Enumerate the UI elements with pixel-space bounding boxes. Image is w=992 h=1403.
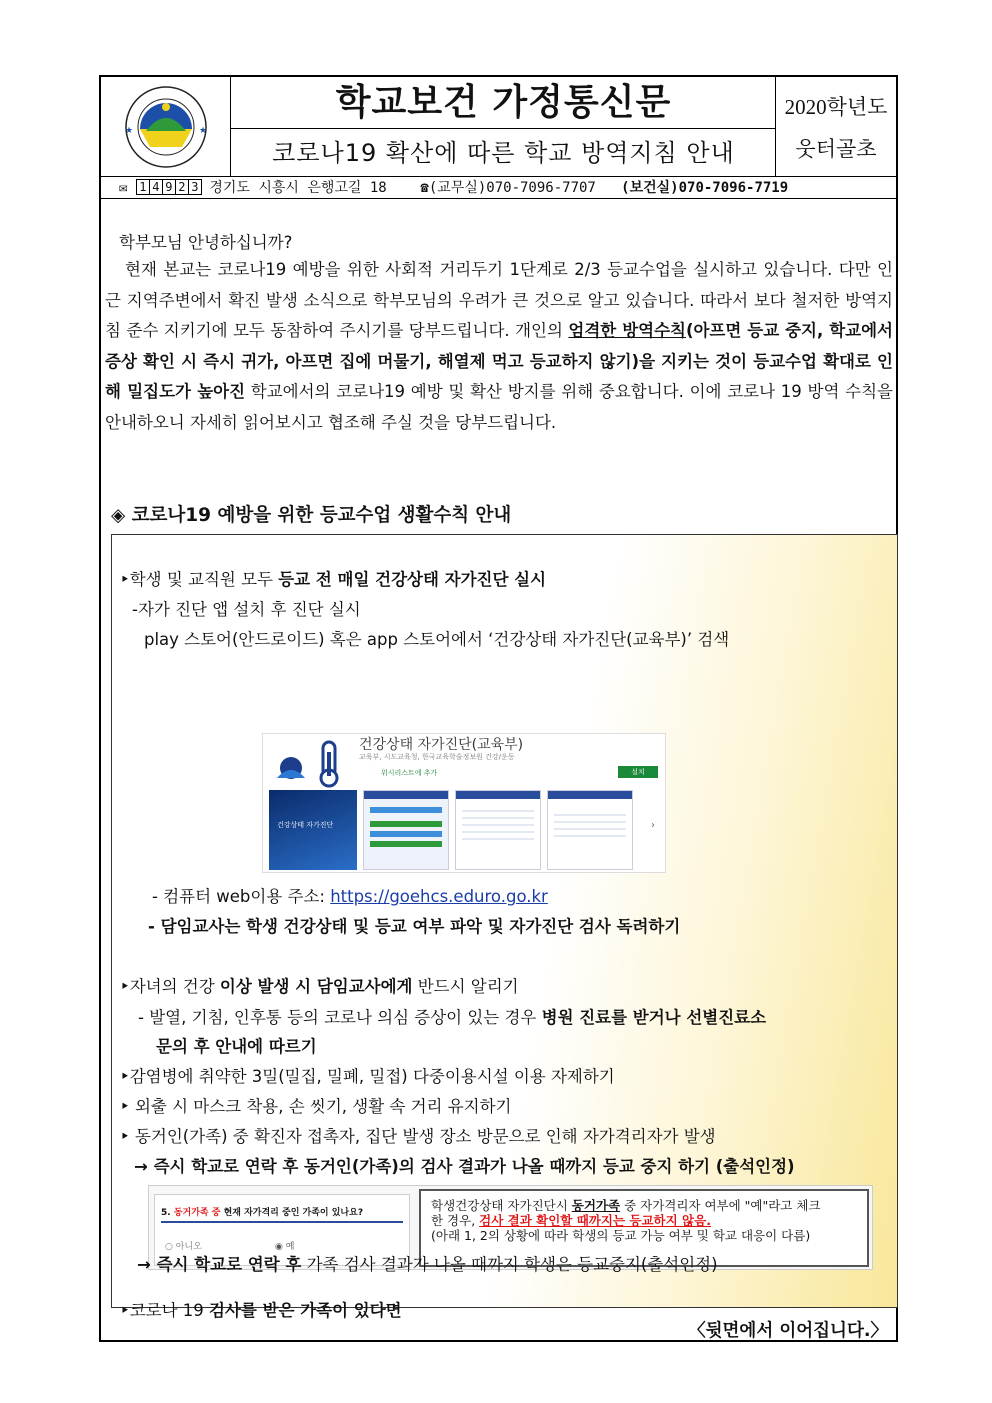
intro-emphasis: 엄격한 방역수칙 (568, 321, 686, 340)
rule-bold: 검사를 받은 가족이 있다면 (209, 1301, 402, 1320)
school-year: 2020학년도 (784, 95, 888, 119)
office-phone: ☎(교무실)070-7096-7707 (420, 180, 596, 196)
radio-empty-icon: ○ (165, 1242, 173, 1252)
question-text: 현재 자가격리 중인 가족이 있나요? (220, 1208, 364, 1218)
note-text: 학생건강상태 자가진단시 (431, 1198, 572, 1213)
question-5 (161, 1203, 403, 1223)
app-store-screenshot (262, 733, 666, 873)
rule-1 (120, 566, 546, 590)
wishlist-button[interactable]: 위시리스트에 추가 (381, 769, 438, 777)
mail-icon: ✉ (119, 180, 128, 196)
intro-paragraph (105, 255, 893, 438)
rule-bold: 이상 발생 시 담임교사에게 (219, 977, 413, 996)
radio-yes-label: 예 (285, 1242, 295, 1252)
school-logo-cell (101, 77, 231, 177)
chevron-right-icon[interactable]: › (651, 820, 655, 831)
school-name: 웃터골초 (795, 137, 877, 161)
app-splash-title: 건강상태 자가진단 (277, 821, 334, 829)
zip-digit: 2 (175, 179, 189, 195)
intro-bold: (아프면 등교 중지, 학교에서 증상 확인 시 즉시 귀가, 아프면 집에 머물기, 해열제 먹고 등교하지 않기)을 지키는 것이 등교수업 확대로 인해 밀집도가 높아진 (105, 321, 893, 401)
greeting: 학부모님 안녕하십니까? (119, 233, 293, 252)
zip-digit: 3 (188, 179, 202, 195)
address-bar (101, 177, 896, 199)
zip-digit: 4 (149, 179, 163, 195)
app-screen-2 (363, 790, 449, 870)
rule-5: ‣ 동거인(가족) 중 확진자 접촉자, 집단 발생 장소 방문으로 인해 자가격리자가 발생 (120, 1127, 716, 1146)
rule-2-sub (138, 1004, 766, 1028)
rule-bold: → 즉시 학교로 연락 후 (137, 1255, 302, 1274)
question-number: 5. (161, 1208, 174, 1218)
note-warning: 검사 결과 확인할 때까지는 등교하지 않음. (479, 1213, 711, 1228)
zip-digit: 1 (136, 179, 150, 195)
install-button[interactable]: 설치 (618, 766, 658, 778)
page-title: 학교보건 가정통신문 (231, 77, 776, 129)
zip-digit: 9 (162, 179, 176, 195)
app-icon (271, 738, 361, 788)
rule-1-sub2: play 스토어(안드로이드) 혹은 app 스토어에서 ‘건강상태 자가진단(교육부)’ 검색 (144, 630, 730, 649)
rule-4: ‣ 외출 시 마스크 착용, 손 씻기, 생활 속 거리 유지하기 (120, 1097, 512, 1116)
rule-2-sub-cont: 문의 후 안내에 따르기 (156, 1037, 317, 1056)
rule-6-action (137, 1251, 718, 1275)
radio-selected-icon: ◉ (275, 1242, 283, 1252)
rule-6 (120, 1297, 402, 1321)
school-logo (116, 85, 216, 169)
note-line-1 (431, 1198, 857, 1213)
continued-note: 〈뒷면에서 이어집니다.〉 (688, 1321, 888, 1341)
teacher-instruction: - 담임교사는 학생 건강상태 및 등교 여부 파악 및 자가진단 검사 독려하기 (148, 917, 681, 936)
rule-text: ‣코로나 19 (120, 1301, 210, 1320)
year-cell (776, 77, 896, 177)
rule-5-action: → 즉시 학교로 연락 후 동거인(가족)의 검사 결과가 나올 때까지 등교 중지 하기 (출석인정) (134, 1157, 795, 1176)
intro-end: 학교에서의 코로나19 예방 및 확산 방지를 위해 중요합니다. 이에 코로나 19 방역 수칙을 안내하오니 자세히 읽어보시고 협조해 주실 것을 당부드립니다. (105, 382, 893, 432)
newsletter-frame (99, 75, 898, 1342)
note-text: 중 자가격리자 여부에 "예"라고 체크 (620, 1198, 821, 1213)
note-line-3: (아래 1, 2의 상황에 따라 학생의 등교 가능 여부 및 학교 대응이 다름) (431, 1228, 811, 1243)
rule-text: ‣학생 및 교직원 모두 (120, 570, 279, 589)
web-address-line (152, 883, 548, 907)
note-text: 한 경우, (431, 1213, 480, 1228)
rule-bold: 등교 전 매일 건강상태 자가진단 실시 (278, 570, 547, 589)
radio-no-label: 아니오 (175, 1242, 202, 1252)
title-cell (231, 77, 776, 177)
svg-text:★: ★ (125, 126, 134, 136)
rule-text: 반드시 알리기 (412, 977, 519, 996)
rule-2 (120, 973, 519, 997)
rules-box (111, 534, 898, 1320)
note-emphasis: 동거가족 (571, 1198, 621, 1213)
rule-text: ‣자녀의 건강 (120, 977, 220, 996)
rule-text: 가족 검사 결과가 나올 때까지 학생은 등교중지(출석인정) (301, 1255, 718, 1274)
question-highlight: 동거가족 중 (173, 1208, 221, 1218)
rule-1-sub1: -자가 진단 앱 설치 후 진단 실시 (132, 600, 361, 619)
app-publisher: 교육부, 시도교육청, 한국교육학술정보원 건강/운동 (359, 753, 515, 761)
app-screen-3 (455, 790, 541, 870)
rule-bold: 병원 진료를 받거나 선별진료소 (541, 1008, 767, 1027)
header (101, 77, 896, 177)
section-title: ◈ 코로나19 예방을 위한 등교수업 생활수칙 안내 (111, 505, 512, 526)
note-line-2 (431, 1213, 857, 1228)
app-title: 건강상태 자가진단(교육부) (359, 737, 524, 753)
intro-text: 현재 본교는 코로나19 예방을 위한 사회적 거리두기 1단계로 2/3 등교수업을 실시하고 있습니다. 다만 인근 지역주변에서 확진 발생 소식으로 학부모님의 우려가 큰 것으로 알고 있습니다. 따라서 보다 철저한 방역지침 준수 지키기에 모두 동참하여 주시기를 당부드립니다. 개인의 (105, 260, 893, 340)
street-address: 경기도 시흥시 은행고길 18 (209, 180, 387, 196)
web-link[interactable]: https://goehcs.eduro.go.kr (330, 887, 548, 906)
app-screen-4 (547, 790, 633, 870)
app-splash-screen (269, 790, 357, 870)
rule-text: - 발열, 기침, 인후통 등의 코로나 의심 증상이 있는 경우 (138, 1008, 542, 1027)
page-subtitle: 코로나19 확산에 따른 학교 방역지침 안내 (272, 139, 735, 167)
rule-3: ‣감염병에 취약한 3밀(밀집, 밀폐, 밀접) 다중이용시설 이용 자제하기 (120, 1067, 615, 1086)
svg-text:★: ★ (199, 126, 208, 136)
health-phone: (보건실)070-7096-7719 (621, 180, 789, 196)
web-label: - 컴퓨터 web이용 주소: (152, 887, 331, 906)
